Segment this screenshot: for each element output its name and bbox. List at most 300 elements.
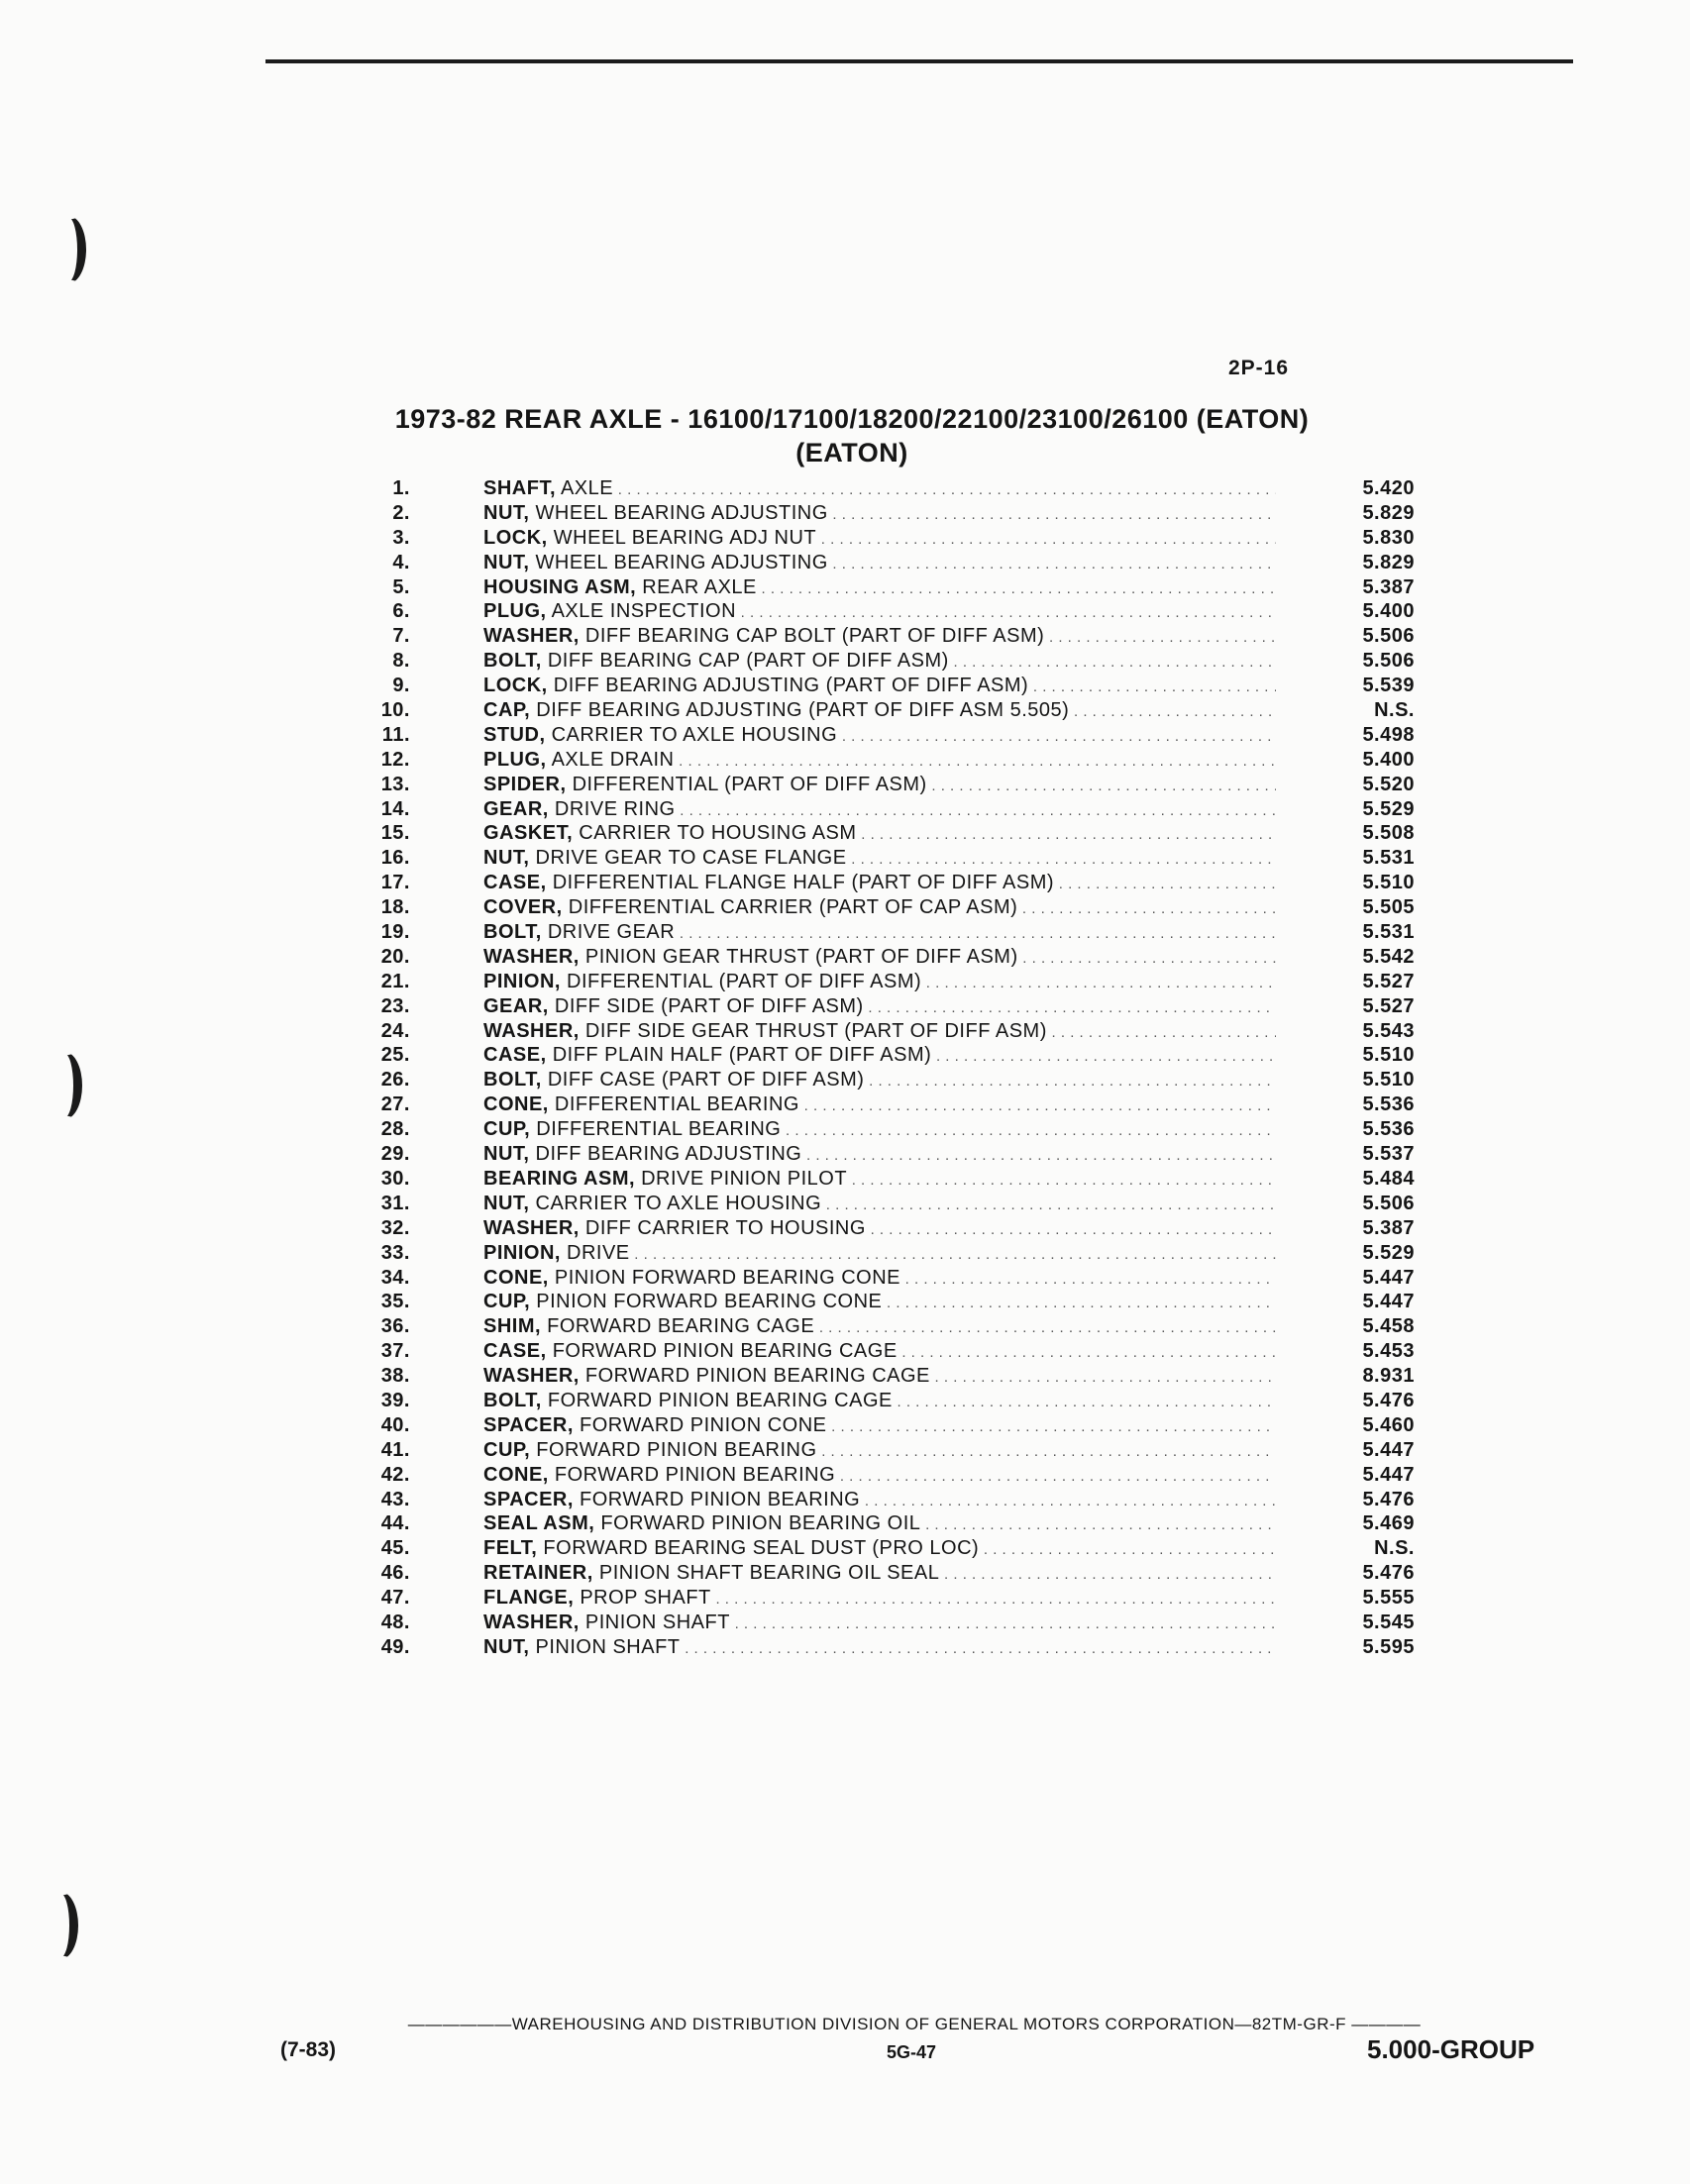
part-row [371, 1611, 1422, 1635]
part-number: 13. [380, 773, 410, 795]
part-group-reference: 5.595 [1362, 1635, 1415, 1658]
part-row [371, 1314, 1422, 1339]
part-detail: DIFF SIDE (PART OF DIFF ASM) [554, 994, 864, 1017]
part-description [483, 846, 1276, 873]
part-row [371, 895, 1422, 920]
part-description [483, 1536, 1276, 1563]
part-number: 27. [380, 1093, 410, 1116]
part-description [483, 1339, 1276, 1366]
part-name: SPACER, [483, 1488, 574, 1510]
part-row [371, 1364, 1422, 1389]
part-number: 26. [380, 1069, 410, 1092]
part-group-reference: 5.460 [1362, 1413, 1415, 1436]
part-group-reference: 5.484 [1362, 1167, 1415, 1190]
part-number: 25. [380, 1044, 410, 1067]
footer-page-number: 5G-47 [887, 2042, 937, 2062]
part-description [483, 895, 1276, 922]
part-description [483, 1192, 1276, 1218]
part-detail: WHEEL BEARING ADJ NUT [553, 526, 817, 549]
part-detail: FORWARD PINION BEARING [536, 1438, 817, 1461]
part-detail: PINION SHAFT [535, 1635, 681, 1658]
part-group-reference: 5.537 [1362, 1143, 1415, 1166]
part-number: 21. [380, 970, 410, 992]
part-description [483, 723, 1276, 750]
part-name: BOLT, [483, 650, 542, 673]
binder-hole-mark [48, 1052, 82, 1119]
part-detail: DIFF SIDE GEAR THRUST (PART OF DIFF ASM) [584, 1019, 1047, 1042]
part-detail: CARRIER TO AXLE HOUSING [535, 1192, 822, 1214]
title-line-2: (EATON) [795, 438, 908, 468]
part-number: 28. [380, 1118, 410, 1141]
part-description [483, 1561, 1276, 1588]
part-description [483, 1389, 1276, 1415]
part-detail: DIFFERENTIAL BEARING [536, 1118, 782, 1141]
part-detail: DRIVE GEAR TO CASE FLANGE [535, 847, 847, 870]
part-name: WASHER, [483, 1611, 580, 1633]
part-detail: DRIVE RING [554, 797, 676, 820]
part-name: NUT, [483, 1192, 530, 1214]
part-group-reference: 5.527 [1362, 994, 1415, 1017]
part-row [371, 1142, 1422, 1167]
part-number: 3. [392, 526, 410, 549]
part-group-reference: 5.476 [1362, 1488, 1415, 1510]
part-group-reference: 5.536 [1362, 1118, 1415, 1141]
part-group-reference: 5.498 [1362, 723, 1415, 746]
part-row [371, 773, 1422, 797]
part-group-reference: 5.447 [1362, 1266, 1415, 1289]
part-number: 39. [380, 1389, 410, 1411]
part-description [483, 1511, 1276, 1538]
part-group-reference: 5.505 [1362, 896, 1415, 919]
part-description [483, 1635, 1276, 1662]
part-detail: DIFF BEARING ADJUSTING [535, 1143, 802, 1166]
part-name: GEAR, [483, 797, 549, 820]
part-number: 24. [380, 1019, 410, 1042]
part-description [483, 748, 1276, 775]
part-group-reference: 5.508 [1362, 822, 1415, 845]
part-name: CAP, [483, 699, 531, 722]
part-row [371, 1266, 1422, 1291]
part-group-reference: 5.506 [1362, 1192, 1415, 1214]
part-number: 38. [380, 1365, 410, 1388]
part-number: 4. [392, 551, 410, 573]
part-description [483, 1463, 1276, 1490]
part-detail: DIFFERENTIAL (PART OF DIFF ASM) [572, 773, 927, 795]
part-detail: DRIVE GEAR [547, 921, 676, 944]
part-name: NUT, [483, 501, 530, 524]
part-group-reference: 5.400 [1362, 748, 1415, 771]
part-name: BEARING ASM, [483, 1167, 636, 1190]
part-row [371, 1586, 1422, 1611]
part-name: NUT, [483, 847, 530, 870]
part-detail: FORWARD BEARING CAGE [547, 1315, 815, 1338]
part-name: NUT, [483, 551, 530, 573]
part-name: GASKET, [483, 822, 574, 845]
part-description [483, 1068, 1276, 1094]
part-row [371, 871, 1422, 895]
part-number: 35. [380, 1291, 410, 1313]
part-row [371, 1438, 1422, 1463]
part-row [371, 1192, 1422, 1216]
part-number: 47. [380, 1587, 410, 1610]
part-number: 1. [392, 477, 410, 499]
part-row [371, 1117, 1422, 1142]
part-number: 36. [380, 1315, 410, 1338]
part-group-reference: 5.453 [1362, 1340, 1415, 1363]
part-number: 31. [380, 1192, 410, 1214]
part-description [483, 1586, 1276, 1612]
part-description [483, 649, 1276, 676]
part-number: 23. [380, 994, 410, 1017]
part-group-reference: 5.420 [1362, 477, 1415, 499]
part-row [371, 1290, 1422, 1314]
part-description [483, 1266, 1276, 1293]
part-description [483, 599, 1276, 626]
part-detail: AXLE [560, 477, 614, 499]
part-row [371, 624, 1422, 649]
part-group-reference: 8.931 [1362, 1365, 1415, 1388]
part-detail: FORWARD PINION BEARING [579, 1488, 861, 1510]
part-group-reference: 5.829 [1362, 551, 1415, 573]
part-detail: FORWARD PINION BEARING CAGE [547, 1389, 893, 1411]
part-name: BOLT, [483, 921, 542, 944]
footer-date: (7-83) [280, 2038, 337, 2061]
part-row [371, 551, 1422, 575]
part-name: PINION, [483, 1241, 561, 1264]
part-row [371, 920, 1422, 945]
part-name: SHAFT, [483, 477, 556, 499]
part-number: 14. [380, 797, 410, 820]
part-number: 5. [392, 575, 410, 598]
part-group-reference: 5.830 [1362, 526, 1415, 549]
part-description [483, 1092, 1276, 1119]
part-number: 17. [380, 872, 410, 894]
part-detail: AXLE DRAIN [551, 748, 675, 771]
part-number: 7. [392, 625, 410, 648]
part-row [371, 1536, 1422, 1561]
part-name: CASE, [483, 1044, 547, 1067]
part-description [483, 1314, 1276, 1341]
part-description [483, 476, 1276, 503]
part-name: FLANGE, [483, 1587, 575, 1610]
part-group-reference: 5.542 [1362, 945, 1415, 968]
part-group-reference: 5.520 [1362, 773, 1415, 795]
part-row [371, 1068, 1422, 1092]
part-row [371, 748, 1422, 773]
part-detail: WHEEL BEARING ADJUSTING [535, 551, 828, 573]
part-description [483, 526, 1276, 553]
part-group-reference: 5.536 [1362, 1093, 1415, 1116]
part-number: 8. [392, 650, 410, 673]
page-code: 2P-16 [1228, 357, 1290, 379]
part-group-reference: 5.531 [1362, 847, 1415, 870]
part-description [483, 674, 1276, 700]
part-detail: FORWARD PINION BEARING OIL [600, 1512, 921, 1535]
part-detail: DIFF PLAIN HALF (PART OF DIFF ASM) [552, 1044, 932, 1067]
part-name: STUD, [483, 723, 546, 746]
part-group-reference: 5.510 [1362, 872, 1415, 894]
part-row [371, 945, 1422, 970]
part-detail: FORWARD PINION CONE [579, 1413, 827, 1436]
part-name: CONE, [483, 1266, 549, 1289]
page-title [258, 402, 1446, 469]
part-row [371, 821, 1422, 846]
part-detail: PINION SHAFT BEARING OIL SEAL [598, 1562, 940, 1585]
part-number: 48. [380, 1611, 410, 1633]
part-group-reference: 5.476 [1362, 1562, 1415, 1585]
part-detail: FORWARD PINION BEARING CAGE [584, 1365, 930, 1388]
part-name: LOCK, [483, 675, 548, 697]
part-description [483, 1364, 1276, 1391]
part-number: 40. [380, 1413, 410, 1436]
part-group-reference: 5.447 [1362, 1291, 1415, 1313]
part-number: 41. [380, 1438, 410, 1461]
part-description [483, 1241, 1276, 1268]
part-row [371, 1389, 1422, 1413]
part-number: 16. [380, 847, 410, 870]
part-name: CONE, [483, 1463, 549, 1486]
part-group-reference: 5.476 [1362, 1389, 1415, 1411]
part-group-reference: 5.506 [1362, 625, 1415, 648]
part-number: 43. [380, 1488, 410, 1510]
part-row [371, 501, 1422, 526]
part-description [483, 575, 1276, 602]
part-group-reference: 5.506 [1362, 650, 1415, 673]
part-detail: AXLE INSPECTION [551, 600, 737, 623]
part-detail: DIFF BEARING CAP BOLT (PART OF DIFF ASM) [584, 625, 1045, 648]
part-row [371, 846, 1422, 871]
part-row [371, 674, 1422, 698]
part-description [483, 945, 1276, 972]
part-description [483, 821, 1276, 848]
part-name: PLUG, [483, 600, 547, 623]
part-name: COVER, [483, 896, 563, 919]
part-group-reference: 5.555 [1362, 1587, 1415, 1610]
part-group-reference: 5.510 [1362, 1044, 1415, 1067]
part-number: 11. [381, 723, 410, 746]
part-description [483, 1216, 1276, 1243]
binder-hole-mark [44, 1892, 78, 1959]
part-number: 15. [380, 822, 410, 845]
part-row [371, 1216, 1422, 1241]
part-number: 9. [392, 675, 410, 697]
part-detail: FORWARD PINION BEARING CAGE [552, 1340, 898, 1363]
binder-hole-mark [52, 216, 86, 283]
title-line-1: 1973-82 REAR AXLE - 16100/17100/18200/22100/23100/26100 (EATON) [394, 404, 1310, 434]
part-row [371, 1511, 1422, 1536]
part-detail: PINION GEAR THRUST (PART OF DIFF ASM) [584, 945, 1018, 968]
part-detail: CARRIER TO AXLE HOUSING [551, 723, 838, 746]
part-row [371, 1019, 1422, 1044]
part-row [371, 476, 1422, 501]
part-description [483, 1413, 1276, 1440]
part-detail: DIFF CARRIER TO HOUSING [584, 1216, 866, 1239]
part-description [483, 1167, 1276, 1194]
part-number: 37. [380, 1340, 410, 1363]
part-description [483, 970, 1276, 996]
part-detail: DIFFERENTIAL BEARING [554, 1093, 799, 1116]
part-row [371, 1167, 1422, 1192]
part-number: 2. [392, 501, 410, 524]
part-row [371, 1635, 1422, 1660]
part-description [483, 994, 1276, 1021]
part-detail: PINION SHAFT [584, 1611, 730, 1633]
part-name: RETAINER, [483, 1562, 593, 1585]
part-description [483, 624, 1276, 651]
part-row [371, 1092, 1422, 1117]
part-description [483, 501, 1276, 528]
part-detail: DIFFERENTIAL CARRIER (PART OF CAP ASM) [568, 896, 1018, 919]
part-row [371, 575, 1422, 600]
part-name: CUP, [483, 1118, 531, 1141]
part-group-reference: 5.545 [1362, 1611, 1415, 1633]
part-group-reference: 5.529 [1362, 1241, 1415, 1264]
footer-group: 5.000-GROUP [1367, 2034, 1535, 2064]
part-group-reference: 5.447 [1362, 1438, 1415, 1461]
part-row [371, 723, 1422, 748]
part-row [371, 994, 1422, 1019]
part-name: SPACER, [483, 1413, 574, 1436]
part-detail: FORWARD BEARING SEAL DUST (PRO LOC) [543, 1537, 980, 1560]
part-group-reference: 5.529 [1362, 797, 1415, 820]
part-group-reference: 5.387 [1362, 1216, 1415, 1239]
part-name: PLUG, [483, 748, 547, 771]
part-name: LOCK, [483, 526, 548, 549]
part-number: 19. [380, 921, 410, 944]
part-description [483, 698, 1276, 725]
part-detail: DRIVE PINION PILOT [641, 1167, 848, 1190]
part-detail: WHEEL BEARING ADJUSTING [535, 501, 828, 524]
part-group-reference: 5.387 [1362, 575, 1415, 598]
part-group-reference: 5.829 [1362, 501, 1415, 524]
part-name: SPIDER, [483, 773, 567, 795]
part-detail: REAR AXLE [642, 575, 757, 598]
part-name: WASHER, [483, 1216, 580, 1239]
part-name: BOLT, [483, 1069, 542, 1092]
part-name: FELT, [483, 1537, 538, 1560]
part-description [483, 1019, 1276, 1046]
part-number: 34. [380, 1266, 410, 1289]
part-row [371, 1043, 1422, 1068]
parts-list [371, 476, 1422, 1660]
part-name: NUT, [483, 1143, 530, 1166]
part-detail: DIFF BEARING ADJUSTING (PART OF DIFF ASM 5.505) [536, 699, 1070, 722]
part-number: 6. [392, 600, 410, 623]
part-group-reference: 5.539 [1362, 675, 1415, 697]
part-description [483, 1290, 1276, 1316]
part-group-reference: 5.400 [1362, 600, 1415, 623]
part-number: 45. [380, 1537, 410, 1560]
part-description [483, 797, 1276, 824]
part-description [483, 1438, 1276, 1465]
part-detail: PINION FORWARD BEARING CONE [536, 1291, 883, 1313]
part-number: 49. [380, 1635, 410, 1658]
part-group-reference: 5.543 [1362, 1019, 1415, 1042]
part-group-reference: 5.447 [1362, 1463, 1415, 1486]
part-row [371, 1241, 1422, 1266]
part-detail: PINION FORWARD BEARING CONE [554, 1266, 900, 1289]
part-row [371, 698, 1422, 723]
part-name: CASE, [483, 1340, 547, 1363]
part-name: CUP, [483, 1291, 531, 1313]
part-name: PINION, [483, 970, 561, 992]
part-row [371, 1561, 1422, 1586]
part-number: 44. [380, 1512, 410, 1535]
part-number: 46. [380, 1562, 410, 1585]
part-detail: DIFFERENTIAL (PART OF DIFF ASM) [567, 970, 922, 992]
part-detail: DIFF BEARING CAP (PART OF DIFF ASM) [547, 650, 949, 673]
part-description [483, 1488, 1276, 1514]
part-number: 20. [380, 945, 410, 968]
part-row [371, 1463, 1422, 1488]
part-name: WASHER, [483, 1365, 580, 1388]
part-detail: FORWARD PINION BEARING [554, 1463, 836, 1486]
part-group-reference: 5.527 [1362, 970, 1415, 992]
part-number: 30. [380, 1167, 410, 1190]
part-row [371, 1413, 1422, 1438]
part-description [483, 1117, 1276, 1144]
part-description [483, 1043, 1276, 1070]
part-row [371, 599, 1422, 624]
part-number: 18. [380, 896, 410, 919]
part-name: SHIM, [483, 1315, 542, 1338]
part-group-reference: 5.531 [1362, 921, 1415, 944]
part-name: CONE, [483, 1093, 549, 1116]
part-name: HOUSING ASM, [483, 575, 637, 598]
part-name: GEAR, [483, 994, 549, 1017]
part-name: CASE, [483, 872, 547, 894]
part-detail: DIFF BEARING ADJUSTING (PART OF DIFF ASM) [553, 675, 1029, 697]
part-row [371, 1339, 1422, 1364]
part-name: SEAL ASM, [483, 1512, 595, 1535]
part-number: 42. [380, 1463, 410, 1486]
part-description [483, 871, 1276, 897]
part-row [371, 649, 1422, 674]
part-detail: DIFF CASE (PART OF DIFF ASM) [547, 1069, 865, 1092]
part-name: NUT, [483, 1635, 530, 1658]
part-name: CUP, [483, 1438, 531, 1461]
part-detail: DRIVE [567, 1241, 630, 1264]
part-group-reference: 5.510 [1362, 1069, 1415, 1092]
part-number: 29. [380, 1143, 410, 1166]
part-row [371, 526, 1422, 551]
part-name: BOLT, [483, 1389, 542, 1411]
part-detail: PROP SHAFT [580, 1587, 711, 1610]
part-description [483, 773, 1276, 799]
part-description [483, 1611, 1276, 1637]
part-number: 33. [380, 1241, 410, 1264]
part-number: 32. [380, 1216, 410, 1239]
part-description [483, 551, 1276, 577]
top-rule [265, 59, 1573, 63]
part-detail: CARRIER TO HOUSING ASM [579, 822, 857, 845]
part-description [483, 920, 1276, 947]
part-number: 10. [380, 699, 410, 722]
footer-division-line: ——————WAREHOUSING AND DISTRIBUTION DIVISION OF GENERAL MOTORS CORPORATION—82TM-GR-F ———— [407, 2015, 1422, 2033]
part-group-reference: 5.458 [1362, 1315, 1415, 1338]
part-row [371, 797, 1422, 822]
part-group-reference: N.S. [1374, 699, 1415, 722]
part-name: WASHER, [483, 625, 580, 648]
part-description [483, 1142, 1276, 1169]
part-name: WASHER, [483, 1019, 580, 1042]
part-group-reference: N.S. [1374, 1537, 1415, 1560]
part-name: WASHER, [483, 945, 580, 968]
part-row [371, 970, 1422, 994]
part-number: 12. [380, 748, 410, 771]
part-row [371, 1488, 1422, 1512]
part-group-reference: 5.469 [1362, 1512, 1415, 1535]
